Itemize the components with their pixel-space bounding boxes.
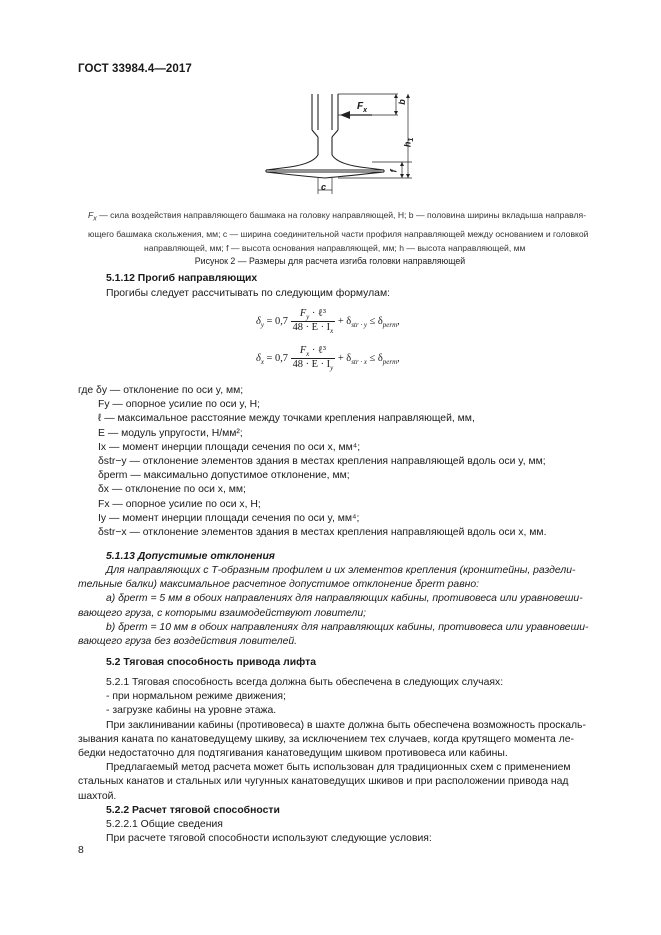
- formula-delta-y: $\delta_y = 0,7$ $\frac{F_y \cdot \ell^3}{48 \cdot E \cdot I_x}$ + $\delta_{str \cdot y} \le \delta_{perm}$,: [256, 308, 400, 336]
- figure-label-c: c: [321, 182, 327, 192]
- figure-legend: $F_x$ — сила воздействия направляющего башмака на головку направляющей, Н; b — половина ширины вкладыша направля- ющего башмака скольжения, мм; c — ширина соединительной части профиля направляющей между основанием и головкой направляющей, мм; f — высота основания направляющей, мм; h — высота направляющей, мм: [88, 210, 589, 253]
- document-header: ГОСТ 33984.4—2017: [78, 63, 192, 75]
- figure-label-h1: $h_1$: [402, 137, 416, 148]
- def-line: E — модуль упругости, Н/мм²;: [98, 427, 243, 439]
- page-number: 8: [78, 845, 84, 856]
- figure-title: Рисунок 2 — Размеры для расчета изгиба головки направляющей: [194, 256, 466, 266]
- variable-definitions: [78, 384, 618, 540]
- def-line: δstr−y — отклонение элементов здания в местах крепления направляющей вдоль оси y, мм;: [98, 456, 546, 468]
- formula-delta-x: $\delta_x = 0,7$ $\frac{F_x \cdot \ell^3}{48 \cdot E \cdot I_y}$ + $\delta_{str \cdot x} \le \delta_{perm}$,: [256, 345, 400, 373]
- figure-label-b: b: [396, 99, 407, 105]
- heading-5-1-12: 5.1.12 Прогиб направляющих: [106, 273, 258, 284]
- heading-5-1-13: 5.1.13 Допустимые отклонения: [106, 551, 275, 562]
- def-line: Fy — опорное усилие по оси y, Н;: [98, 399, 261, 411]
- heading-5-2: 5.2 Тяговая способность привода лифта: [106, 657, 316, 668]
- def-line: где δy — отклонение по оси y, мм;: [78, 385, 244, 396]
- figure-label-fx: $F_x$: [357, 101, 368, 114]
- def-line: δperm — максимально допустимое отклонение, мм;: [98, 470, 350, 482]
- def-line: Ix — момент инерции площади сечения по оси x, мм⁴;: [98, 441, 361, 453]
- def-line: δstr−x — отклонение элементов здания в местах крепления направляющей вдоль оси x, мм.: [98, 527, 547, 539]
- formula-intro: Прогибы следует рассчитывать по следующим формулам:: [106, 288, 390, 299]
- def-line: ℓ — максимальное расстояние между точками крепления направляющей, мм,: [98, 413, 475, 425]
- def-line: δx — отклонение по оси x, мм;: [98, 484, 246, 496]
- section-5-2-body: 5.2.1 Тяговая способность всегда должна быть обеспечена в следующих случаях: - при нормальном режиме движения; - загрузке кабины на уровне этажа. При заклинивании кабины (противовеса) в шахте должна быть обеспечена возможность проскаль- зывания каната по канатоведущему шкиву, за исключением тех случаев, когда крутящего момента ле- бедки недостаточно для подтягивания канатоведущим шкивом противовеса или кабины. Предлагаемый метод расчета может быть использован для традиционных схем с применением стальных канатов и стальных или чугунных канатоведущих шкивов и при расположении привода над шахтой. 5.2.2 Расчет тяговой способности 5.2.2.1 Общие сведения При расчете тяговой способности используют следующие условия:: [78, 677, 586, 845]
- deflection-limits: Для направляющих с Т-образным профилем и их элементов крепления (кронштейны, раздели- тельные балки) максимальное расчетное допустимое отклонение δperm равно: a) δperm = 5 мм в обоих направлениях для направляющих кабины, противовеса или уравновеши- вающего груза, с которыми взаимодействуют ловители; b) δperm = 10 мм в обоих направлениях для направляющих кабины, противовеса или уравновеши- вающего груза без воздействия ловителей.: [78, 565, 589, 648]
- def-line: Iy — момент инерции площади сечения по оси y, мм⁴;: [98, 512, 360, 524]
- rail-head-figure: [262, 90, 422, 198]
- figure-label-f: f: [388, 169, 399, 173]
- def-line: Fx — опорное усилие по оси x, Н;: [98, 498, 261, 510]
